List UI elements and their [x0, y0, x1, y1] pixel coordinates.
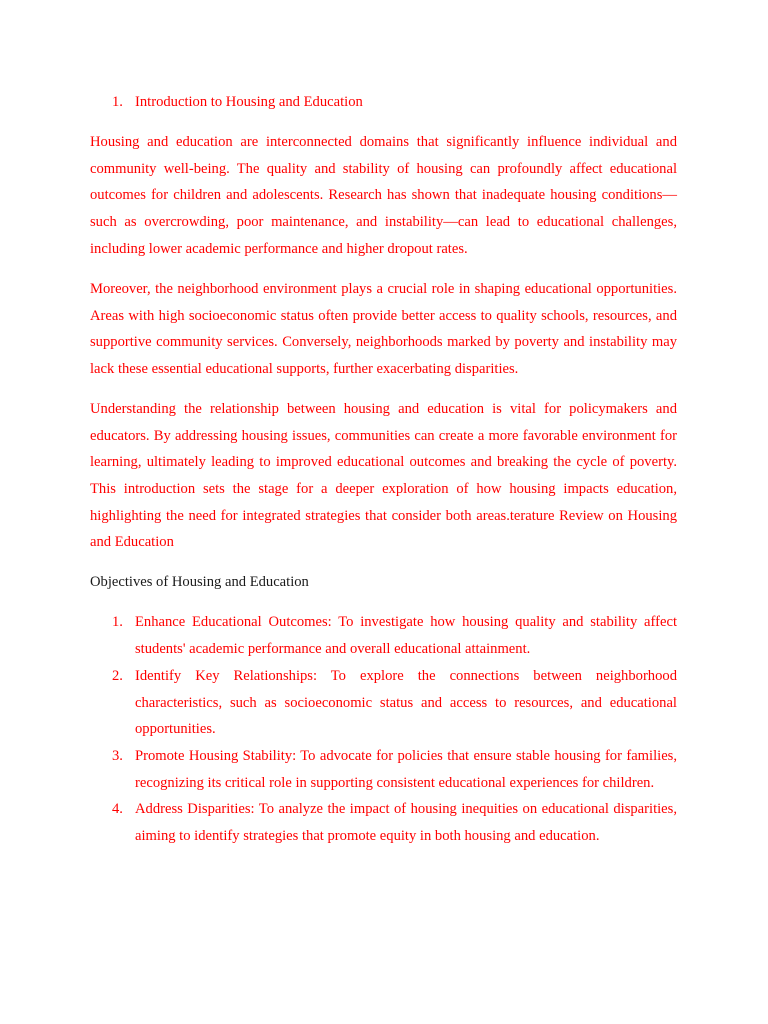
- objectives-title: Objectives of Housing and Education: [90, 574, 309, 591]
- objectives-list: [90, 609, 677, 849]
- paragraph-intro: Housing and education are interconnected domains that significantly influence individual and community well-being. The quality and stability of housing can profoundly affect educational outcomes for children and adolescents. Research has shown that inadequate housing conditions—such as overcrowding, poor maintenance, and instability—can lead to educational challenges, including lower academic performance and higher dropout rates.: [90, 134, 677, 257]
- section-heading-list: [90, 89, 677, 116]
- objective-number: 3.: [112, 747, 123, 764]
- paragraph-understanding: Understanding the relationship between housing and education is vital for policymakers and educators. By addressing housing issues, communities can create a more favorable environment for learning, ultimately leading to improved educational outcomes and breaking the cycle of poverty. This introduction sets the stage for a deeper exploration of how housing impacts education, highlighting the need for integrated strategies that consider both areas.terature Review on Housing and Education: [90, 400, 677, 551]
- objective-item: [90, 743, 677, 796]
- objective-number: 2.: [112, 667, 123, 684]
- objective-item: [90, 796, 677, 849]
- paragraph-neighborhood: Moreover, the neighborhood environment plays a crucial role in shaping educational opportunities. Areas with high socioeconomic status often provide better access to quality schools, resources, and supportive community services. Conversely, neighborhoods marked by poverty and instability may lack these essential educational supports, further exacerbating disparities.: [90, 280, 677, 377]
- objective-text: Address Disparities: To analyze the impact of housing inequities on educational disparities, aiming to identify strategies that promote equity in both housing and education.: [135, 801, 677, 845]
- document-page: [90, 89, 677, 863]
- objective-number: 4.: [112, 801, 123, 818]
- objective-number: 1.: [112, 614, 123, 631]
- heading-text: Introduction to Housing and Education: [135, 94, 363, 110]
- objective-text: Enhance Educational Outcomes: To investigate how housing quality and stability affect students' academic performance and overall educational attainment.: [135, 614, 677, 658]
- section-heading: [90, 89, 677, 116]
- objective-item: [90, 609, 677, 662]
- objective-text: Identify Key Relationships: To explore the connections between neighborhood characteristics, such as socioeconomic status and access to resources, and educational opportunities.: [135, 667, 677, 738]
- objective-item: [90, 663, 677, 743]
- objective-text: Promote Housing Stability: To advocate for policies that ensure stable housing for families, recognizing its critical role in supporting consistent educational experiences for children.: [135, 747, 677, 791]
- heading-number: 1.: [112, 94, 123, 110]
